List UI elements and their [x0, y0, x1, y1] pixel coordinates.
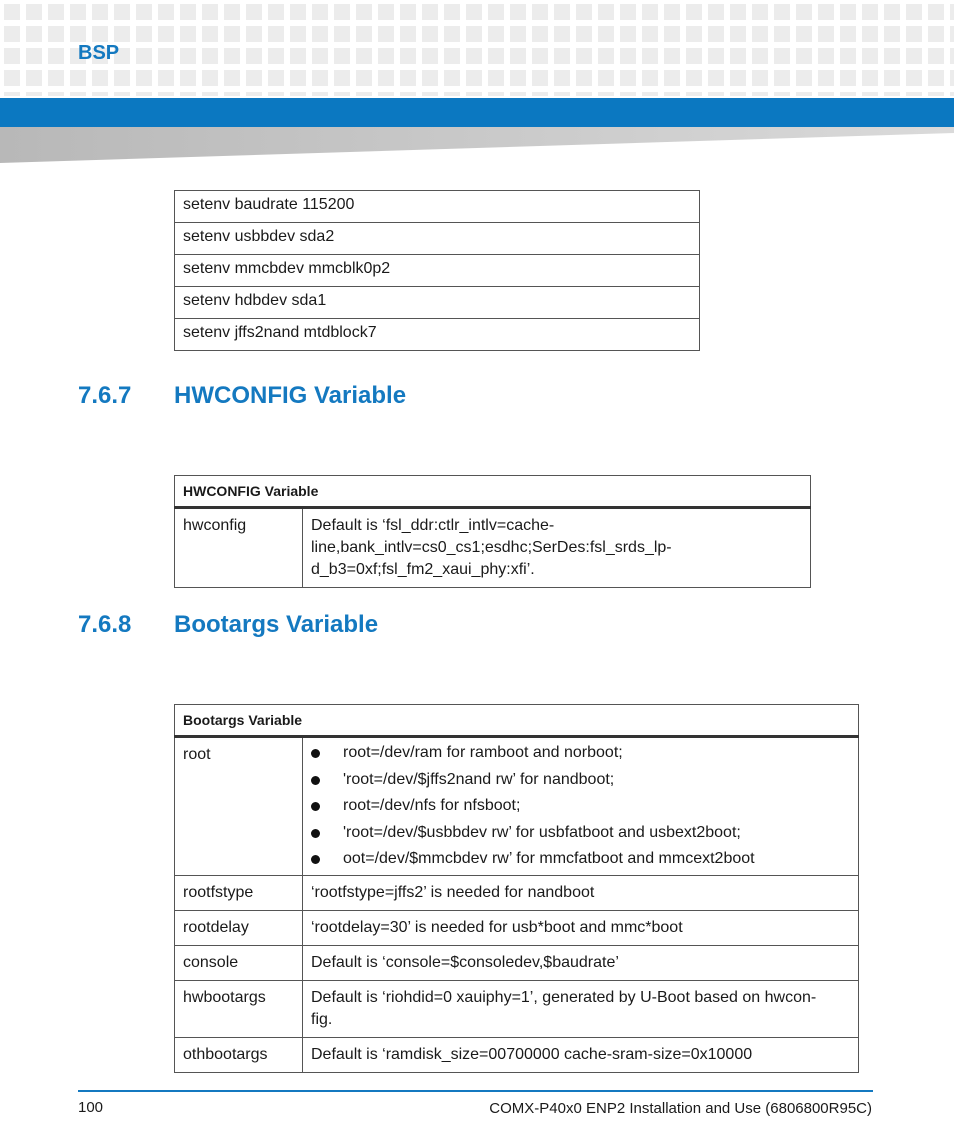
env-cell: setenv baudrate 115200	[175, 191, 700, 223]
value-line: fig.	[311, 1010, 333, 1028]
table-row	[175, 980, 859, 1037]
variable-name: hwconfig	[175, 508, 303, 588]
section-heading-hwconfig	[78, 382, 406, 410]
table-row	[175, 737, 859, 876]
table-row	[175, 945, 859, 980]
env-cell: setenv jffs2nand mtdblock7	[175, 319, 700, 351]
list-item: root=/dev/nfs for nfsboot;	[311, 793, 850, 820]
section-number: 7.6.8	[78, 611, 132, 638]
variable-value	[303, 508, 811, 588]
section-heading-bootargs	[78, 611, 378, 639]
variable-value: Default is ‘ramdisk_size=00700000 cache-sram-size=0x10000	[303, 1037, 859, 1072]
header-grid-pattern	[0, 0, 954, 96]
list-item: 'root=/dev/$usbbdev rw’ for usbfatboot and usbext2boot;	[311, 820, 850, 847]
env-cell: setenv hdbdev sda1	[175, 287, 700, 319]
footer-rule	[78, 1090, 873, 1092]
header-blue-band	[0, 98, 954, 127]
table-header: Bootargs Variable	[175, 705, 859, 737]
table-header-row	[175, 476, 811, 508]
section-title: HWCONFIG Variable	[174, 382, 407, 409]
page-number: 100	[78, 1099, 104, 1116]
variable-name: root	[175, 737, 303, 876]
variable-name: console	[175, 945, 303, 980]
variable-name: rootdelay	[175, 910, 303, 945]
variable-value: Default is ‘console=$consoledev,$baudrate’	[303, 945, 859, 980]
env-table	[174, 190, 700, 351]
value-line: line,bank_intlv=cs0_cs1;esdhc;SerDes:fsl_srds_lp-	[311, 539, 672, 556]
table-row	[175, 191, 700, 223]
variable-value: ‘rootdelay=30’ is needed for usb*boot and mmc*boot	[303, 910, 859, 945]
header-gray-swoosh	[0, 127, 954, 163]
list-item: root=/dev/ram for ramboot and norboot;	[311, 740, 850, 767]
table-header-row	[175, 705, 859, 737]
variable-name: rootfstype	[175, 875, 303, 910]
value-line: Default is ‘fsl_ddr:ctlr_intlv=cache-	[311, 517, 555, 534]
table-row	[175, 319, 700, 351]
table-row	[175, 508, 811, 588]
section-title: Bootargs Variable	[174, 611, 379, 638]
value-line: d_b3=0xf;fsl_fm2_xaui_phy:xfi’.	[311, 561, 535, 578]
env-cell: setenv mmcbdev mmcblk0p2	[175, 255, 700, 287]
list-item: oot=/dev/$mmcbdev rw’ for mmcfatboot and mmcext2boot	[311, 846, 850, 873]
env-cell: setenv usbbdev sda2	[175, 223, 700, 255]
variable-name: hwbootargs	[175, 980, 303, 1037]
hwconfig-table	[174, 475, 811, 588]
table-row	[175, 875, 859, 910]
table-row	[175, 287, 700, 319]
document-title: COMX-P40x0 ENP2 Installation and Use (6806800R95C)	[489, 1100, 872, 1117]
bootargs-table	[174, 704, 859, 1073]
section-number: 7.6.7	[78, 382, 132, 409]
variable-value: ‘rootfstype=jffs2’ is needed for nandboot	[303, 875, 859, 910]
value-line: Default is ‘riohdid=0 xauiphy=1’, generated by U-Boot based on hwcon-	[311, 988, 817, 1006]
table-row	[175, 255, 700, 287]
table-row	[175, 910, 859, 945]
table-row	[175, 1037, 859, 1072]
list-item: 'root=/dev/$jffs2nand rw’ for nandboot;	[311, 767, 850, 794]
variable-value	[303, 737, 859, 876]
section-label: BSP	[78, 42, 120, 64]
variable-name: othbootargs	[175, 1037, 303, 1072]
variable-value	[303, 980, 859, 1037]
grid-pattern-graphic	[0, 0, 954, 96]
table-row	[175, 223, 700, 255]
table-header: HWCONFIG Variable	[175, 476, 811, 508]
